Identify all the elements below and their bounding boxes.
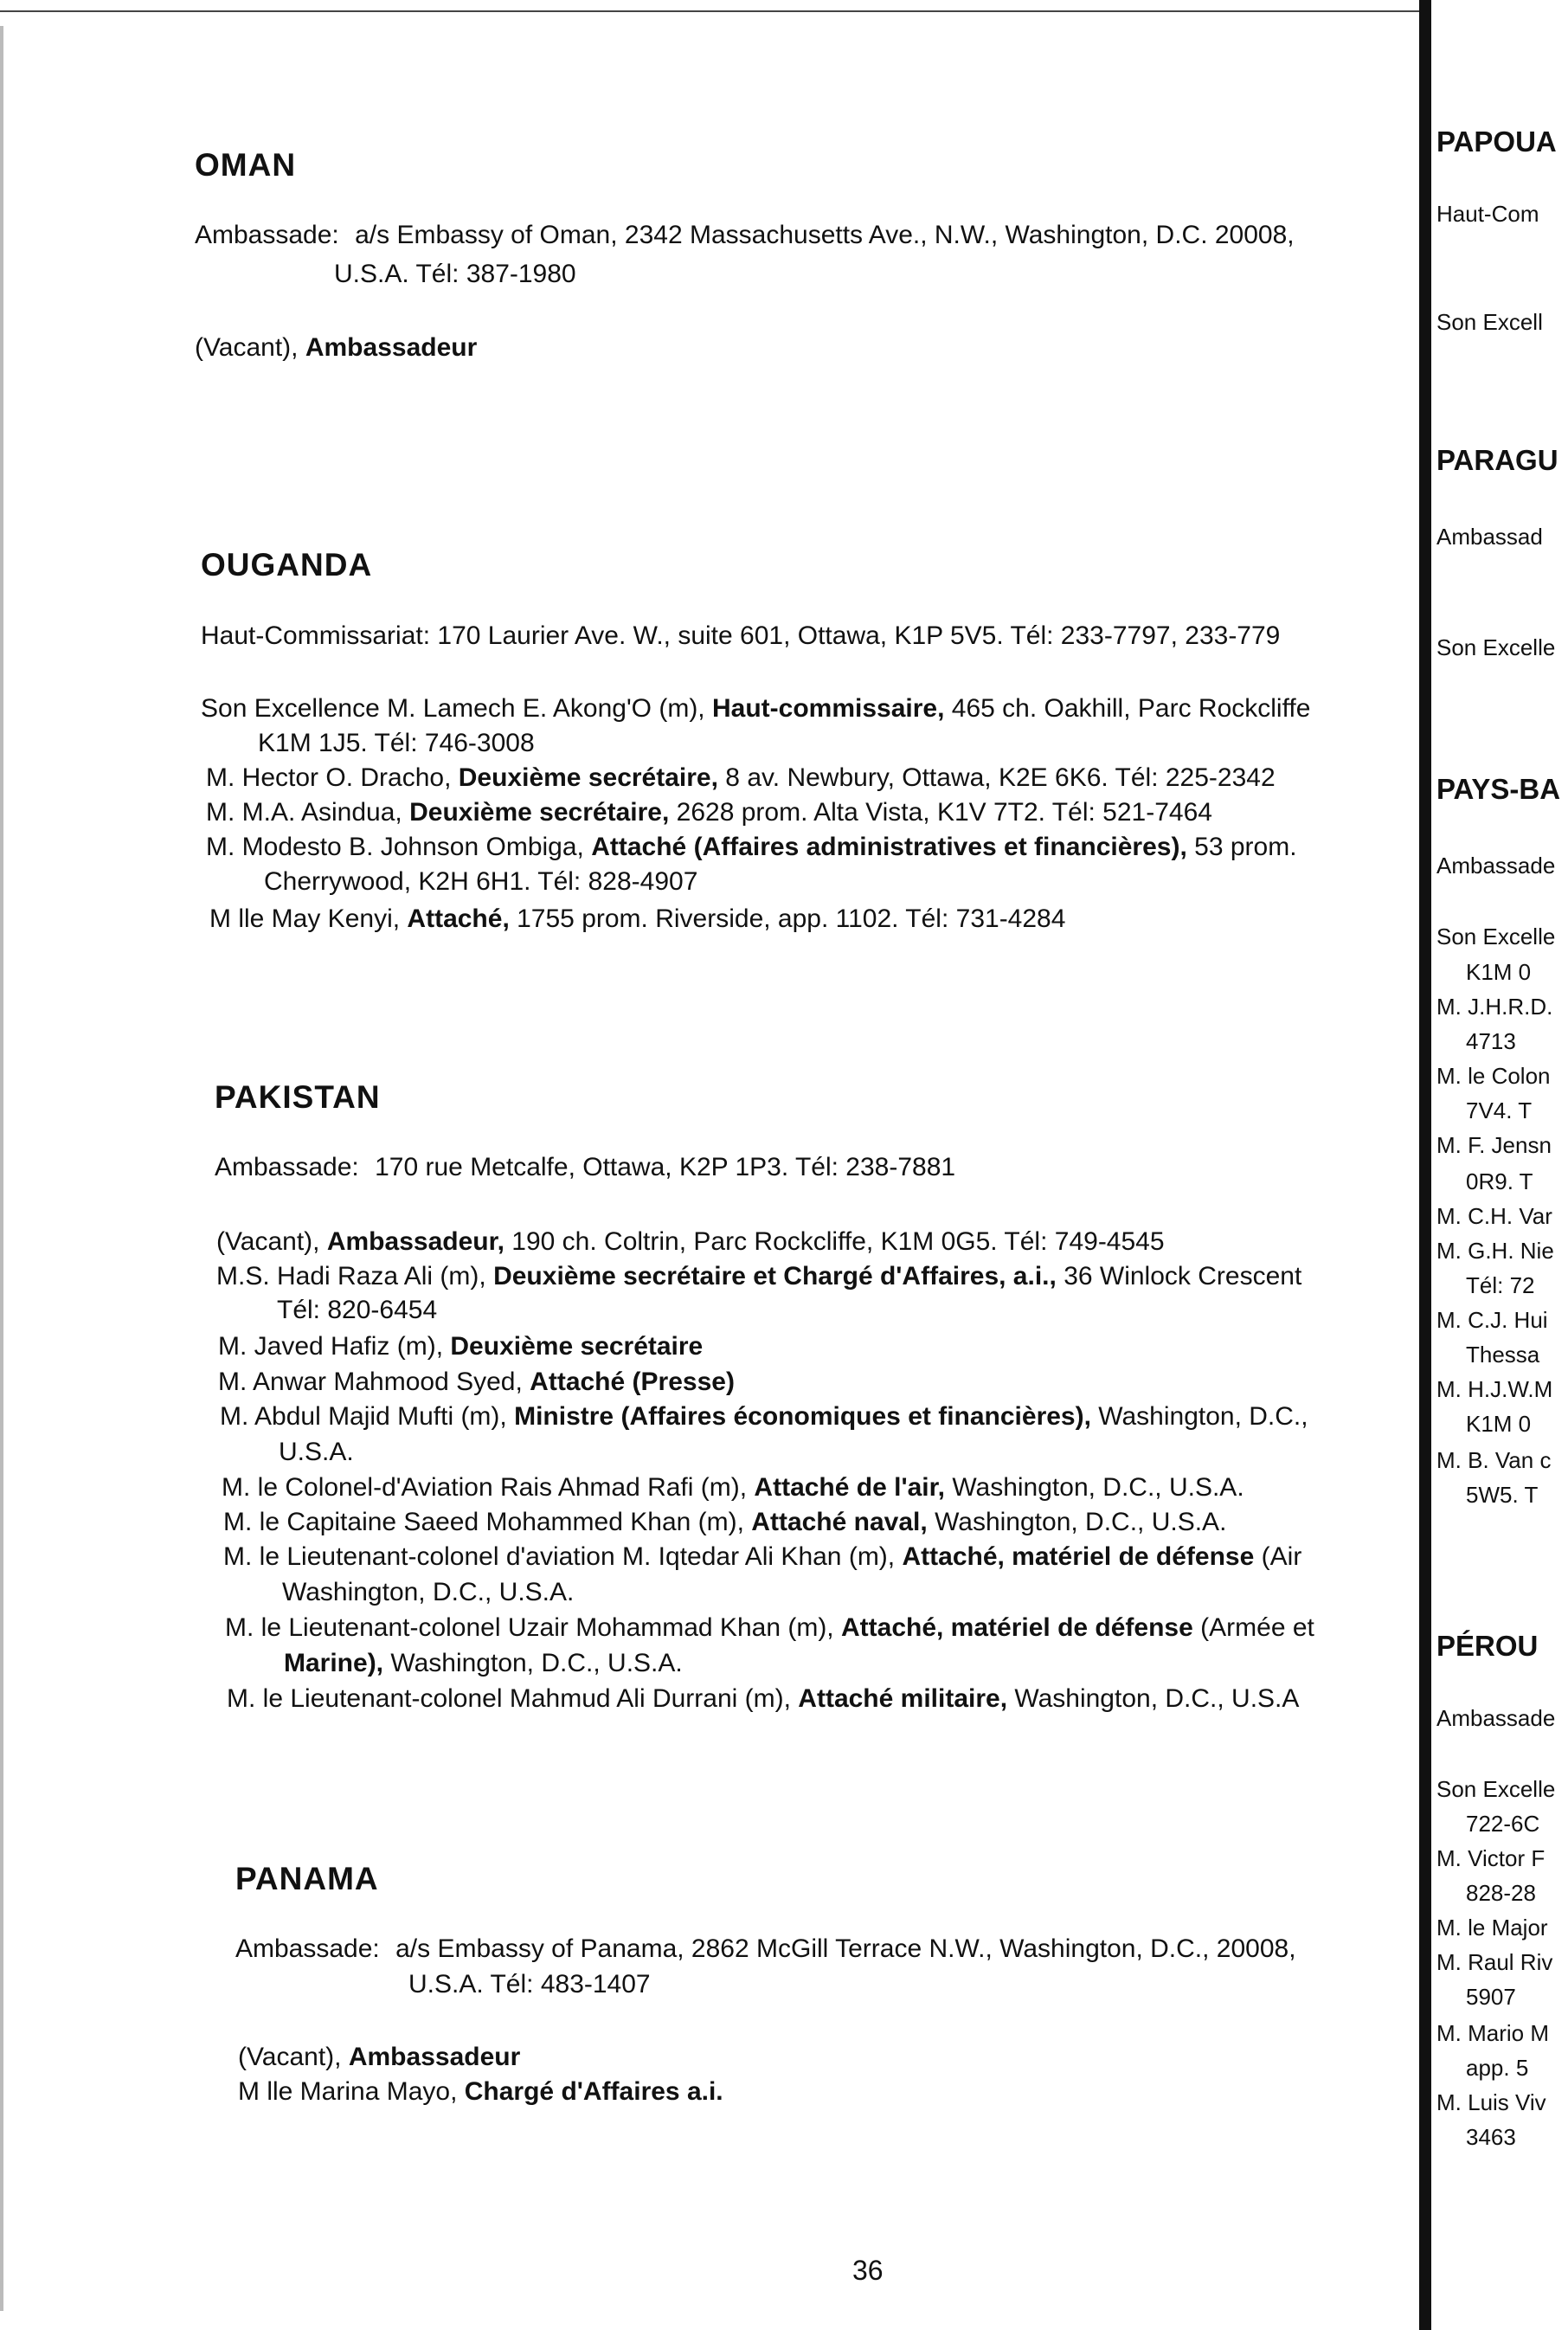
adjacent-line: Son Excelle: [1436, 1776, 1556, 1802]
staff-entry: [206, 763, 1276, 793]
adjacent-line: Son Excelle: [1436, 924, 1556, 949]
staff-address: 53 prom.: [1194, 833, 1297, 861]
adjacent-heading: PAPOUA: [1436, 126, 1557, 158]
staff-entry: [206, 833, 1297, 862]
adjacent-line: Ambassad: [1436, 524, 1543, 550]
staff-name: Son Excellence M. Lamech E. Akong'O (m),: [201, 694, 705, 723]
adjacent-line: K1M 0: [1466, 1411, 1532, 1437]
staff-title: Deuxième secrétaire,: [458, 763, 718, 792]
adjacent-line: M. H.J.W.M: [1436, 1376, 1553, 1402]
adjacent-line: M. C.J. Hui: [1436, 1307, 1548, 1333]
staff-name: M. le Capitaine Saeed Mohammed Khan (m),: [223, 1508, 744, 1536]
adjacent-line: Haut-Com: [1436, 201, 1539, 227]
staff-address: 8 av. Newbury, Ottawa, K2E 6K6. Tél: 225-2342: [725, 763, 1276, 792]
staff-name: (Vacant),: [238, 2043, 342, 2071]
embassy-line: [195, 221, 1295, 250]
staff-entry: [218, 1368, 735, 1397]
staff-entry: [206, 798, 1212, 827]
staff-name: (Vacant),: [195, 333, 299, 362]
adjacent-line: Son Excell: [1436, 309, 1543, 335]
adjacent-line: K1M 0: [1466, 959, 1532, 985]
staff-title: Attaché, matériel de défense: [902, 1542, 1255, 1571]
staff-entry: [216, 1227, 1165, 1257]
staff-entry: [238, 2043, 520, 2072]
staff-name: M. le Lieutenant-colonel d'aviation M. Iqtedar Ali Khan (m),: [223, 1542, 896, 1571]
adjacent-line: M. le Colon: [1436, 1063, 1551, 1089]
staff-address: Washington, D.C.,: [1098, 1402, 1308, 1431]
embassy-address-cont: U.S.A. Tél: 483-1407: [408, 1970, 651, 1999]
staff-name: M.S. Hadi Raza Ali (m),: [216, 1262, 486, 1291]
staff-entry-cont: U.S.A.: [279, 1438, 354, 1466]
adjacent-line: 4713: [1466, 1028, 1516, 1054]
staff-title: Deuxième secrétaire,: [409, 798, 670, 827]
adjacent-line: Son Excelle: [1436, 634, 1556, 660]
staff-title: Attaché de l'air,: [754, 1473, 945, 1502]
page-fold-gutter: [1419, 0, 1431, 2330]
staff-entry: [223, 1508, 1226, 1537]
adjacent-heading: PARAGU: [1436, 444, 1558, 476]
staff-address: 1755 prom. Riverside, app. 1102. Tél: 731-4284: [517, 904, 1066, 933]
staff-address: 2628 prom. Alta Vista, K1V 7T2. Tél: 521-7464: [676, 798, 1212, 827]
staff-entry-cont: Cherrywood, K2H 6H1. Tél: 828-4907: [264, 867, 698, 896]
staff-address: 190 ch. Coltrin, Parc Rockcliffe, K1M 0G5. Tél: 749-4545: [511, 1227, 1165, 1256]
adjacent-line: 3463: [1466, 2124, 1516, 2150]
staff-entry: [209, 904, 1065, 934]
staff-title: Attaché, matériel de défense: [840, 1613, 1193, 1642]
staff-entry: [201, 694, 1310, 724]
adjacent-line: M. G.H. Nie: [1436, 1238, 1554, 1264]
staff-title: Attaché naval,: [751, 1508, 928, 1536]
staff-entry: [227, 1684, 1299, 1714]
adjacent-line: M. Raul Riv: [1436, 1949, 1553, 1975]
adjacent-line: M. Luis Viv: [1436, 2089, 1546, 2115]
adjacent-heading: PÉROU: [1436, 1630, 1539, 1662]
staff-title: Deuxième secrétaire: [450, 1332, 704, 1361]
staff-name: M lle Marina Mayo,: [238, 2077, 458, 2106]
staff-title: Ambassadeur,: [326, 1227, 504, 1256]
adjacent-line: M. J.H.R.D.: [1436, 994, 1553, 1020]
embassy-label: Ambassade:: [215, 1153, 359, 1181]
embassy-line: [215, 1153, 955, 1182]
adjacent-line: Thessa: [1466, 1342, 1540, 1368]
staff-name: M. Hector O. Dracho,: [206, 763, 452, 792]
adjacent-line: Ambassade: [1436, 1705, 1556, 1731]
staff-entry: [223, 1542, 1301, 1572]
staff-name: M lle May Kenyi,: [209, 904, 401, 933]
staff-address: (Air: [1261, 1542, 1302, 1571]
staff-name: M. M.A. Asindua,: [206, 798, 402, 827]
staff-name: M. le Lieutenant-colonel Mahmud Ali Durrani (m),: [227, 1684, 791, 1713]
page-number: 36: [852, 2255, 884, 2286]
staff-name: M. Modesto B. Johnson Ombiga,: [206, 833, 584, 861]
country-heading: OUGANDA: [201, 547, 373, 582]
staff-title: Ministre (Affaires économiques et financières),: [514, 1402, 1091, 1431]
staff-entry: [225, 1613, 1314, 1643]
staff-title: Ambassadeur: [305, 333, 478, 362]
staff-entry-cont: Tél: 820-6454: [277, 1296, 438, 1324]
embassy-label: Ambassade:: [195, 221, 339, 249]
staff-name: (Vacant),: [216, 1227, 320, 1256]
staff-address: Washington, D.C., U.S.A: [1014, 1684, 1300, 1713]
adjacent-line: M. C.H. Var: [1436, 1203, 1552, 1229]
embassy-address-cont: U.S.A. Tél: 387-1980: [334, 260, 576, 288]
adjacent-line: M. B. Van c: [1436, 1447, 1552, 1473]
staff-entry-cont: Washington, D.C., U.S.A.: [282, 1578, 575, 1606]
country-heading: OMAN: [195, 147, 297, 183]
adjacent-line: 5907: [1466, 1984, 1516, 2010]
staff-title: Attaché (Affaires administratives et financières),: [591, 833, 1187, 861]
adjacent-line: 828-28: [1466, 1880, 1536, 1906]
staff-entry: [218, 1332, 703, 1361]
left-scan-edge: [0, 26, 3, 2311]
adjacent-line: 5W5. T: [1466, 1482, 1539, 1508]
adjacent-line: 722-6C: [1466, 1811, 1540, 1837]
country-heading: PANAMA: [235, 1861, 379, 1896]
staff-entry: [238, 2077, 723, 2107]
high-commission-line: Haut-Commissariat: 170 Laurier Ave. W., suite 601, Ottawa, K1P 5V5. Tél: 233-7797, 233-779: [201, 621, 1281, 650]
embassy-line: [235, 1934, 1296, 1964]
embassy-address: 170 rue Metcalfe, Ottawa, K2P 1P3. Tél: 238-7881: [375, 1153, 956, 1181]
staff-entry: [222, 1473, 1244, 1503]
staff-entry-cont: K1M 1J5. Tél: 746-3008: [258, 729, 535, 757]
staff-address: Washington, D.C., U.S.A.: [390, 1649, 683, 1677]
embassy-address: a/s Embassy of Oman, 2342 Massachusetts Ave., N.W., Washington, D.C. 20008,: [355, 221, 1295, 249]
staff-entry: [195, 333, 477, 363]
adjacent-page-column: [1431, 0, 1568, 2330]
staff-entry: [220, 1402, 1308, 1432]
staff-name: M. le Lieutenant-colonel Uzair Mohammad Khan (m),: [225, 1613, 834, 1642]
staff-name: M. Javed Hafiz (m),: [218, 1332, 444, 1361]
adjacent-line: M. Victor F: [1436, 1845, 1546, 1871]
adjacent-line: M. le Major: [1436, 1915, 1548, 1941]
staff-name: M. Anwar Mahmood Syed,: [218, 1368, 523, 1396]
staff-address: 36 Winlock Crescent: [1064, 1262, 1302, 1291]
staff-title: Attaché,: [407, 904, 510, 933]
adjacent-line: 7V4. T: [1466, 1097, 1533, 1123]
staff-title: Chargé d'Affaires a.i.: [464, 2077, 723, 2106]
staff-address: (Armée et: [1200, 1613, 1314, 1642]
top-border: [0, 10, 1419, 12]
adjacent-line: Ambassade: [1436, 853, 1556, 879]
staff-address: Washington, D.C., U.S.A.: [935, 1508, 1227, 1536]
adjacent-line: M. Mario M: [1436, 2020, 1549, 2046]
adjacent-line: 0R9. T: [1466, 1168, 1533, 1194]
staff-address: 465 ch. Oakhill, Parc Rockcliffe: [951, 694, 1311, 723]
staff-title: Marine),: [284, 1649, 384, 1677]
embassy-address: a/s Embassy of Panama, 2862 McGill Terrace N.W., Washington, D.C., 20008,: [395, 1934, 1296, 1963]
staff-title: Deuxième secrétaire et Chargé d'Affaires, a.i.,: [493, 1262, 1057, 1291]
staff-title: Attaché militaire,: [798, 1684, 1008, 1713]
staff-title: Haut-commissaire,: [712, 694, 945, 723]
adjacent-line: Tél: 72: [1466, 1272, 1535, 1298]
staff-address: Washington, D.C., U.S.A.: [952, 1473, 1244, 1502]
staff-name: M. le Colonel-d'Aviation Rais Ahmad Rafi (m),: [222, 1473, 748, 1502]
country-heading: PAKISTAN: [215, 1079, 381, 1115]
embassy-label: Ambassade:: [235, 1934, 380, 1963]
adjacent-line: M. F. Jensn: [1436, 1132, 1552, 1158]
adjacent-line: app. 5: [1466, 2055, 1529, 2081]
staff-entry-cont: [284, 1649, 683, 1678]
staff-entry: [216, 1262, 1301, 1291]
staff-title: Ambassadeur: [348, 2043, 521, 2071]
adjacent-heading: PAYS-BA: [1436, 773, 1561, 805]
staff-name: M. Abdul Majid Mufti (m),: [220, 1402, 507, 1431]
staff-title: Attaché (Presse): [530, 1368, 735, 1396]
